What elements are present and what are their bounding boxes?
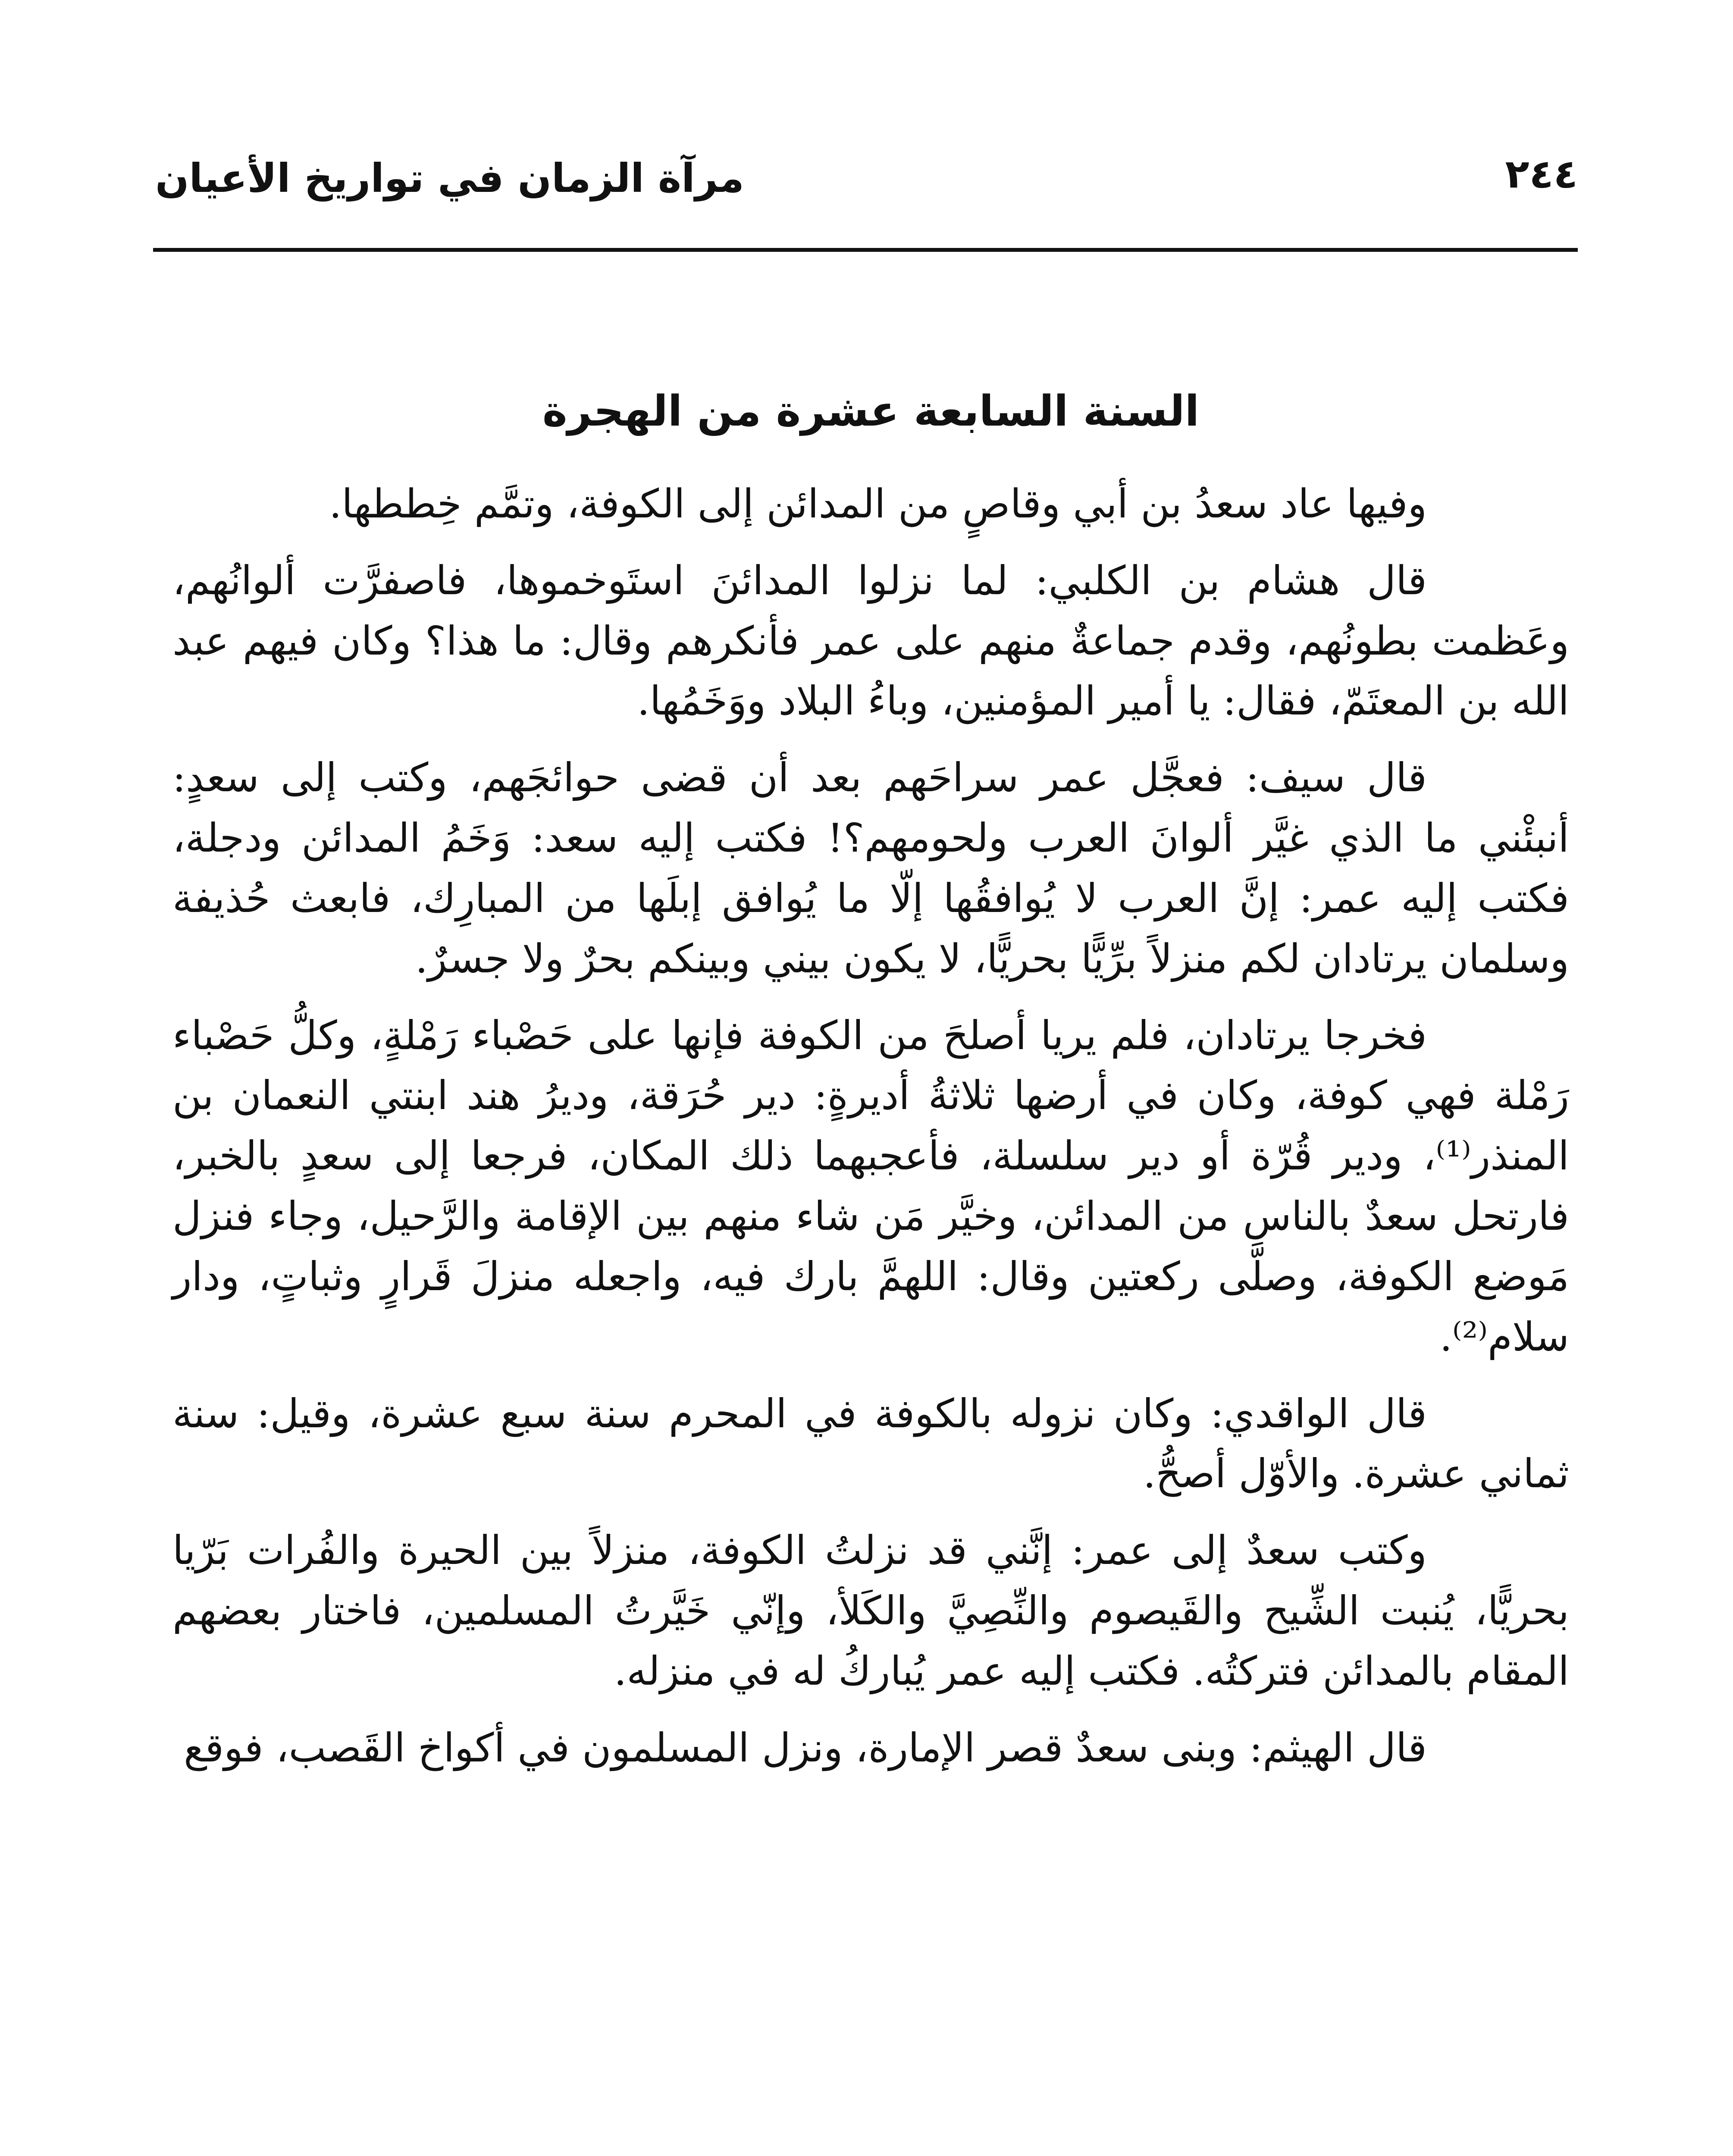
paragraph: قال هشام بن الكلبي: لما نزلوا المدائنَ استَوخموها، فاصفرَّت ألوانُهم، وعَظمت بطونُهم، وقدم جماعةٌ منهم على عمر فأنكرهم وقال: ما هذا؟ وكان فيهم عبد الله بن المعتَمّ، فقال: يا أمير المؤمنين، وباءُ البلاد ووَخَمُها. [172,557,1569,724]
header-rule [153,248,1578,252]
paragraph: قال سيف: فعجَّل عمر سراحَهم بعد أن قضى حوائجَهم، وكتب إلى سعدٍ: أنبئْني ما الذي غيَّر ألوانَ العرب ولحومهم؟! فكتب إليه سعد: وَخَمُ المدائن ودجلة، فكتب إليه عمر: إنَّ العرب لا يُوافقُها إلّا ما يُوافق إبلَها من المبارِك، فابعث حُذيفة وسلمان يرتادان لكم منزلاً برِّيًّا بحريًّا، لا يكون بيني وبينكم بحرٌ ولا جسرٌ. [172,755,1569,982]
paragraph: وفيها عاد سعدُ بن أبي وقاصٍ من المدائن إلى الكوفة، وتمَّم خِططها. [329,480,1427,527]
running-header [155,142,1578,216]
main-text [172,379,1569,1795]
paragraph: قال الهيثم: وبنى سعدٌ قصر الإمارة، ونزل المسلمون في أكواخ القَصب، فوقع [184,1724,1427,1771]
paragraph: فخرجا يرتادان، فلم يريا أصلحَ من الكوفة فإنها على حَصْباء رَمْلةٍ، وكلُّ حَصْباء رَمْلة فهي كوفة، وكان في أرضها ثلاثةُ أديرةٍ: دير حُرَقة، وديرُ هند ابنتي النعمان بن المنذر⁽¹⁾، ودير قُرّة أو دير سلسلة، فأعجبهما ذلك المكان، فرجعا إلى سعدٍ بالخبر، فارتحل سعدٌ بالناس من المدائن، وخيَّر مَن شاء منهم بين الإقامة والرَّحيل، وجاء فنزل مَوضع الكوفة، وصلَّى ركعتين وقال: اللهمَّ بارك فيه، واجعله منزلَ قَرارٍ وثباتٍ، ودار سلام⁽²⁾. [172,1012,1569,1360]
paragraph: قال الواقدي: وكان نزوله بالكوفة في المحرم سنة سبع عشرة، وقيل: سنة ثماني عشرة. والأوّل أصحُّ. [172,1390,1569,1497]
section-title: السنة السابعة عشرة من الهجرة [542,387,1200,436]
book-title: مرآة الزمان في تواريخ الأعيان [155,155,744,201]
page-number: ٢٤٤ [1505,151,1578,197]
paragraph: وكتب سعدٌ إلى عمر: إنَّني قد نزلتُ الكوفة، منزلاً بين الحيرة والفُرات بَرّيا بحريًّا، يُنبت الشِّيح والقَيصوم والنِّصِيَّ والكَلأ، وإنّي خَيَّرتُ المسلمين، فاختار بعضهم المقام بالمدائن فتركتُه. فكتب إليه عمر يُباركُ له في منزله. [172,1527,1569,1694]
